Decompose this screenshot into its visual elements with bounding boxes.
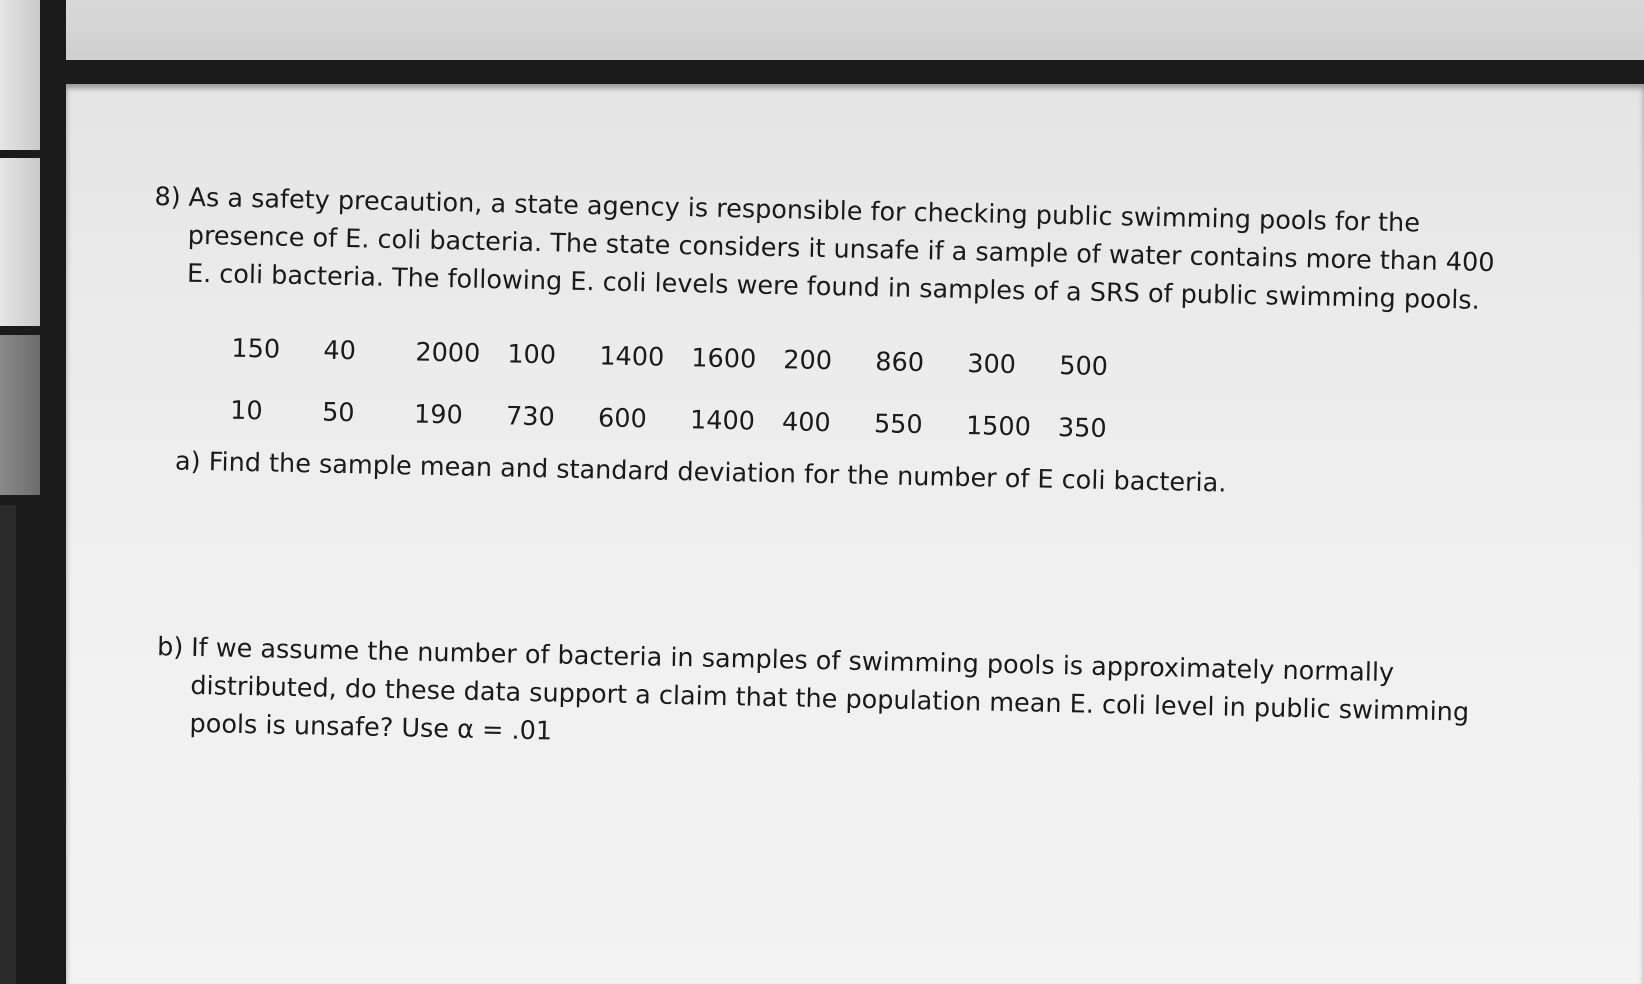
data-cell: 10 [229, 395, 263, 427]
part-a-prompt: a) Find the sample mean and standard deviation for the number of E coli bacteria. [174, 446, 1227, 499]
data-cell: 100 [507, 339, 557, 371]
data-cell: 730 [505, 401, 556, 433]
data-cell: 150 [231, 333, 281, 365]
data-cell: 1600 [691, 343, 757, 375]
background-window-strip [66, 0, 1644, 60]
data-cell: 1400 [599, 341, 665, 373]
left-edge-panel [0, 0, 40, 150]
data-cell: 550 [873, 409, 923, 441]
data-cell: 860 [874, 347, 925, 379]
data-cell: 350 [1057, 412, 1107, 444]
question-number: 8) [154, 181, 182, 213]
data-cell: 1500 [965, 411, 1032, 443]
data-cell: 300 [966, 349, 1017, 381]
ecoli-data-table [229, 318, 1151, 461]
data-cell: 400 [781, 407, 831, 439]
data-cell: 200 [783, 345, 833, 377]
left-edge-panel [0, 335, 40, 495]
left-edge-panel [0, 158, 40, 326]
question-text: As a safety precaution, a state agency is responsible for checking public swimming pools for the presence of E. coli bacteria. The state considers it unsafe if a sample of water contains more than 400 E. coli bacteria. The following E. coli levels were found in samples of a SRS of public swimming pools. [186, 182, 1495, 316]
data-cell: 2000 [415, 337, 481, 369]
document-content [143, 178, 1575, 772]
part-b-label: b) [156, 632, 184, 663]
data-cell: 500 [1058, 350, 1109, 382]
part-b-text: If we assume the number of bacteria in samples of swimming pools is approximately normally distributed, do these data support a claim that the population mean E. coli level in public swimming pools is unsafe? Use α = .01 [189, 632, 1470, 747]
data-cell: 40 [323, 335, 357, 367]
data-cell: 600 [597, 403, 648, 435]
data-cell: 50 [321, 397, 355, 429]
data-cell: 1400 [689, 405, 756, 437]
data-cell: 190 [413, 399, 464, 431]
left-edge-panel [0, 505, 16, 984]
